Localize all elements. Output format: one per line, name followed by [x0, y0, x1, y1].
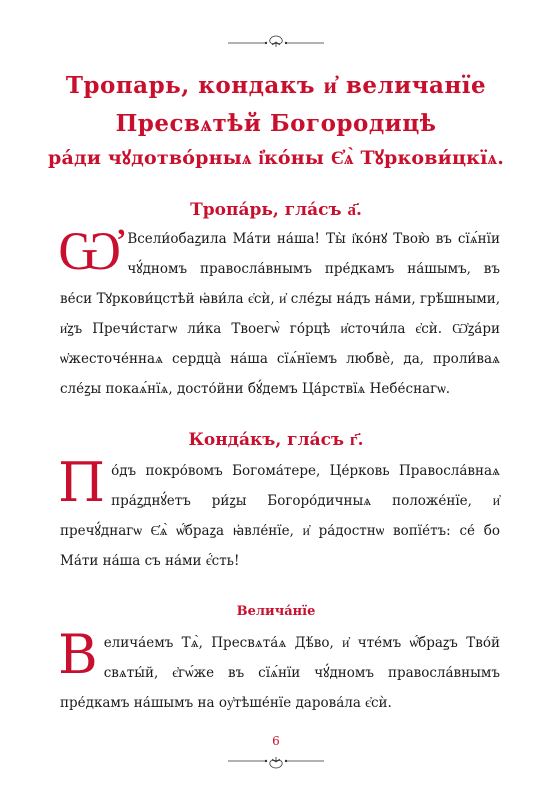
title-line-3: ра́ди чꙋдотво́рныѧ і҆ко́ны Є҆ѧ̀ Тꙋркови́цкїѧ. [47, 147, 505, 169]
magnification-dropcap: В [58, 623, 98, 686]
title-line-1: Тропарь, кондакъ и҆ величанїе [65, 72, 487, 99]
page-number: 6 [272, 734, 280, 748]
bottom-ornament-icon [226, 756, 326, 770]
kontakion-dropcap: П [58, 451, 106, 514]
troparion-text [58, 219, 500, 404]
troparion-dropcap: Ѡ҆ [58, 219, 122, 282]
top-ornament-icon [226, 34, 326, 48]
magnification-body: елича́емъ Тѧ̀, Пресвѧта́ѧ Дѣ́во, и҆ чте́мъ ѡ҆́браꙁъ Тво́й свѧты́й, є҆гѡ́же въ сїѧ́нїи чꙋ́дномъ правосла́внымъ пре́дкамъ на́шымъ на оу҆тѣше́нїе дарова́ла є҆сѝ. [60, 635, 500, 711]
title-line-2: Пресвѧтѣй Богородицѣ [115, 110, 437, 137]
magnification-heading: Велича́нїе [236, 604, 316, 619]
troparion-body: Всели́обаꙁила Ма́ти на́ша! Ты̀ і҆ко́нꙋ Твою̀ въ сїѧ́нїи чꙋ́дномъ правосла́внымъ пре́дкамъ на́шымъ, въ ве́си Тꙋркови́цстѣй ꙗ҆ви́ла є҆сѝ, и҆ сле́ꙁы на́дъ на́ми, грѣ́шными, и҆ꙁъ Пречи́стагѡ ли́ка Твоегѡ̀ го́рцѣ и҆сточи́ла є҆сѝ. Ѡ҆ꙁа́ри ѡ҆жесточе́ннаѧ сердца̀ на́ша сїѧ́нїемъ любвѐ, да, проли́ваѧ сле́ꙁы покаѧ́нїѧ, досто́йни бꙋ́демъ Ца́рствїѧ Небе́снагѡ. [60, 231, 500, 397]
troparion-heading: Тропа́рь, гла́съ а҃. [190, 200, 362, 220]
kontakion-text [58, 451, 500, 576]
magnification-text [58, 623, 500, 718]
kontakion-heading: Конда́къ, гла́съ г҃. [188, 430, 364, 450]
kontakion-body: о́дъ покро́вомъ Богома́тере, Це́рковь Правосла́внаѧ пра́ꙁднꙋ́етъ ри́ꙁы Богоро́дичныѧ положе́нїе, и҆ пречꙋ́днагѡ Є҆ѧ̀ ѡ҆́браꙁа ꙗ҆вле́нїе, и҆ ра́достнѡ вопїе́тъ: се́ бо Ма́ти на́ша съ на́ми є҆́сть! [60, 463, 500, 569]
